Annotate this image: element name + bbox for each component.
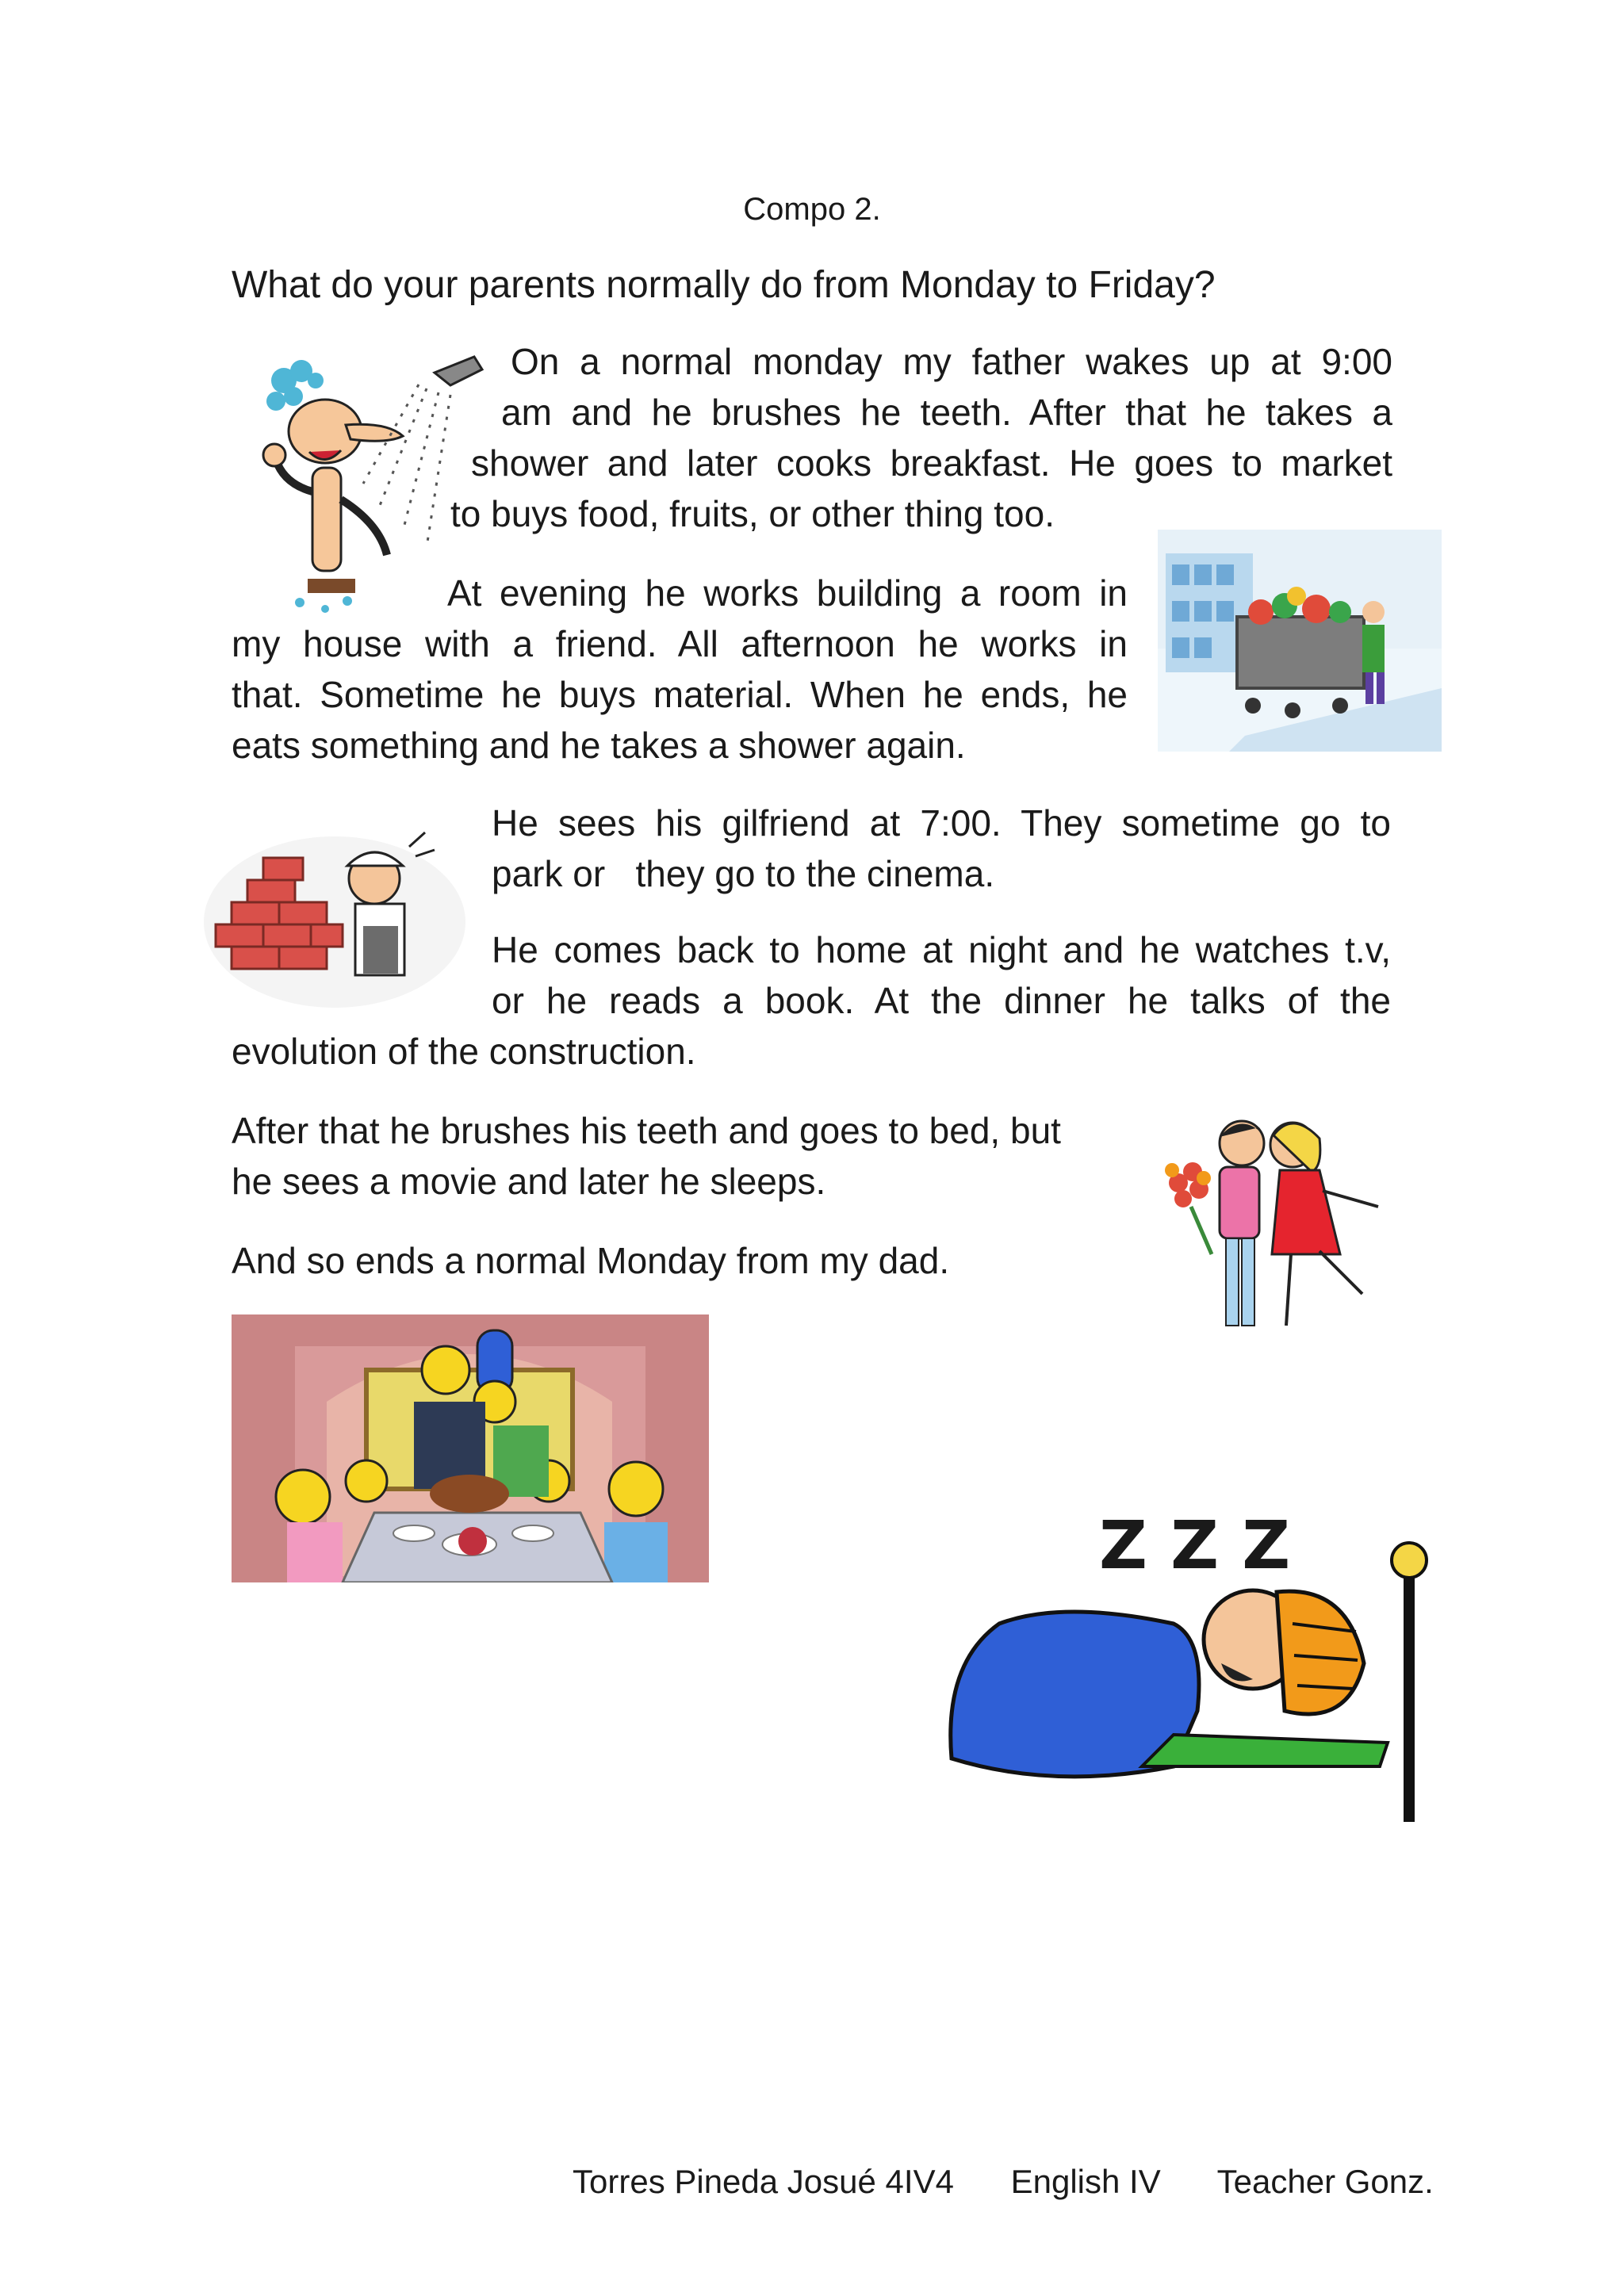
- supermarket-illustration: [1158, 530, 1442, 752]
- teacher-name: Teacher Gonz.: [1216, 2163, 1434, 2200]
- text-line: or he reads a book. At the dinner he talks of the: [492, 980, 1391, 1021]
- text-line: to buys food, fruits, or other thing too.: [450, 493, 1055, 534]
- paragraph-girlfriend: [492, 798, 1391, 899]
- text-line: he sees a movie and later he sleeps.: [232, 1161, 826, 1202]
- text-line: He sees his gilfriend at 7:00. They sometime go to: [492, 802, 1391, 844]
- bricklayer-illustration: [200, 815, 469, 1013]
- family-dinner-illustration: [232, 1314, 709, 1582]
- student-name: Torres Pineda Josué 4IV4: [573, 2163, 954, 2200]
- paragraph-bedtime: [232, 1105, 1104, 1207]
- sleeping-man-illustration: [936, 1505, 1440, 1828]
- text-line: And so ends a normal Monday from my dad.: [232, 1240, 950, 1281]
- text-line: evolution of the construction.: [232, 1031, 696, 1072]
- shower-man-illustration: [252, 349, 490, 618]
- paragraph-closing: [232, 1235, 1104, 1286]
- couple-illustration: [1124, 1096, 1410, 1357]
- text-line: He comes back to home at night and he watches t.v,: [492, 929, 1391, 970]
- page-title: Compo 2.: [743, 192, 881, 227]
- text-line: that. Sometime he buys material. When he ends, he: [232, 674, 1128, 715]
- text-line: eats something and he takes a shower again.: [232, 725, 966, 766]
- course-name: English IV: [1010, 2163, 1161, 2200]
- text-line: After that he brushes his teeth and goes to bed, but: [232, 1110, 1061, 1151]
- text-line: shower and later cooks breakfast. He goes to market: [471, 442, 1392, 484]
- text-line: my house with a friend. All afternoon he works in: [232, 623, 1128, 664]
- zzz-icon: Z Z Z: [1099, 1506, 1291, 1584]
- text-line: At evening he works building a room in: [447, 572, 1128, 614]
- question-heading: What do your parents normally do from Monday to Friday?: [232, 264, 1216, 306]
- footer: [573, 2163, 1434, 2201]
- text-line: On a normal monday my father wakes up at 9:00: [511, 341, 1392, 382]
- text-line: am and he brushes he teeth. After that he takes a: [501, 392, 1392, 433]
- paragraph-morning: [450, 336, 1392, 539]
- text-line: park or they go to the cinema.: [492, 853, 995, 894]
